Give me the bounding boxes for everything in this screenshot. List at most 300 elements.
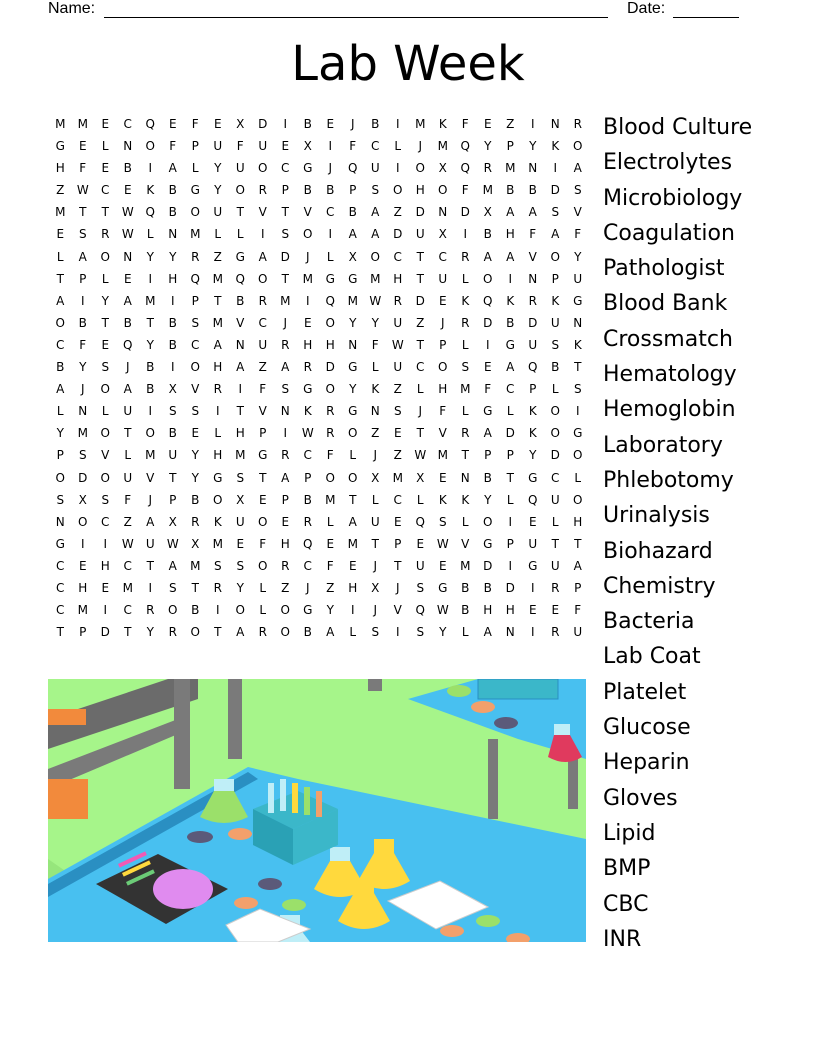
grid-letter[interactable]: R [191, 514, 200, 529]
grid-letter[interactable]: Q [528, 360, 538, 375]
grid-letter[interactable]: B [483, 470, 492, 485]
grid-letter[interactable]: K [528, 426, 537, 441]
grid-letter[interactable]: L [259, 580, 267, 595]
grid-letter[interactable]: P [169, 492, 177, 507]
grid-letter[interactable]: L [551, 514, 559, 529]
grid-letter[interactable]: I [508, 271, 513, 286]
grid-letter[interactable]: X [371, 470, 380, 485]
grid-letter[interactable]: U [438, 271, 448, 286]
grid-letter[interactable]: P [506, 448, 514, 463]
grid-letter[interactable]: P [191, 293, 199, 308]
grid-letter[interactable]: Q [235, 271, 245, 286]
grid-letter[interactable]: B [506, 315, 515, 330]
grid-letter[interactable]: T [416, 271, 424, 286]
grid-letter[interactable]: P [349, 183, 357, 198]
grid-letter[interactable]: T [461, 448, 469, 463]
grid-letter[interactable]: U [415, 558, 425, 573]
grid-letter[interactable]: G [483, 536, 493, 551]
grid-letter[interactable]: K [573, 337, 582, 352]
grid-letter[interactable]: B [168, 205, 177, 220]
grid-letter[interactable]: V [146, 470, 155, 485]
grid-letter[interactable]: Q [460, 139, 470, 154]
grid-letter[interactable]: X [438, 227, 447, 242]
grid-letter[interactable]: M [370, 271, 381, 286]
grid-letter[interactable]: M [77, 426, 88, 441]
grid-letter[interactable]: C [393, 249, 402, 264]
grid-letter[interactable]: M [212, 536, 223, 551]
grid-letter[interactable]: Z [393, 205, 402, 220]
grid-letter[interactable]: W [369, 293, 382, 308]
grid-letter[interactable]: H [213, 360, 223, 375]
grid-letter[interactable]: G [258, 448, 268, 463]
grid-letter[interactable]: C [416, 360, 425, 375]
grid-letter[interactable]: Y [349, 382, 357, 397]
grid-letter[interactable]: A [56, 382, 65, 397]
grid-letter[interactable]: E [393, 514, 402, 529]
grid-letter[interactable]: O [348, 470, 358, 485]
grid-letter[interactable]: I [148, 404, 153, 419]
grid-letter[interactable]: P [394, 536, 402, 551]
grid-letter[interactable]: T [506, 470, 514, 485]
grid-letter[interactable]: C [551, 470, 560, 485]
grid-letter[interactable]: X [191, 536, 200, 551]
grid-letter[interactable]: S [281, 382, 290, 397]
grid-letter[interactable]: S [416, 580, 425, 595]
grid-letter[interactable]: S [461, 360, 470, 375]
grid-letter[interactable]: Y [214, 161, 222, 176]
grid-letter[interactable]: Y [79, 360, 87, 375]
grid-letter[interactable]: U [213, 205, 223, 220]
grid-letter[interactable]: B [191, 492, 200, 507]
grid-letter[interactable]: Q [460, 161, 470, 176]
grid-letter[interactable]: I [530, 580, 535, 595]
grid-letter[interactable]: V [101, 448, 110, 463]
grid-letter[interactable]: I [350, 603, 355, 618]
grid-letter[interactable]: G [573, 293, 583, 308]
grid-letter[interactable]: R [281, 337, 290, 352]
grid-letter[interactable]: I [148, 161, 153, 176]
grid-letter[interactable]: A [371, 227, 380, 242]
grid-letter[interactable]: R [326, 426, 335, 441]
grid-letter[interactable]: F [79, 337, 87, 352]
grid-letter[interactable]: Q [145, 117, 155, 131]
grid-letter[interactable]: K [146, 183, 155, 198]
grid-letter[interactable]: X [348, 249, 357, 264]
grid-letter[interactable]: K [551, 293, 560, 308]
grid-letter[interactable]: R [146, 603, 155, 618]
grid-letter[interactable]: K [303, 404, 312, 419]
grid-letter[interactable]: Q [145, 205, 155, 220]
grid-letter[interactable]: L [461, 514, 469, 529]
grid-letter[interactable]: F [461, 183, 469, 198]
grid-letter[interactable]: E [348, 558, 357, 573]
grid-letter[interactable]: O [258, 271, 268, 286]
grid-letter[interactable]: E [326, 536, 335, 551]
grid-letter[interactable]: E [78, 558, 87, 573]
grid-letter[interactable]: M [77, 603, 88, 618]
grid-letter[interactable]: O [573, 492, 583, 507]
grid-letter[interactable]: B [168, 337, 177, 352]
grid-letter[interactable]: T [416, 426, 424, 441]
grid-letter[interactable]: P [529, 382, 537, 397]
grid-letter[interactable]: Y [529, 139, 537, 154]
grid-letter[interactable]: R [281, 448, 290, 463]
grid-letter[interactable]: Y [146, 625, 154, 640]
grid-letter[interactable]: G [303, 382, 313, 397]
grid-letter[interactable]: R [101, 227, 110, 242]
grid-letter[interactable]: I [508, 558, 513, 573]
grid-letter[interactable]: A [348, 514, 357, 529]
grid-letter[interactable]: H [483, 603, 493, 618]
grid-letter[interactable]: E [101, 337, 110, 352]
grid-letter[interactable]: E [438, 470, 447, 485]
grid-letter[interactable]: G [235, 249, 245, 264]
grid-letter[interactable]: B [303, 117, 312, 131]
grid-letter[interactable]: T [371, 536, 379, 551]
grid-letter[interactable]: M [122, 580, 133, 595]
grid-letter[interactable]: L [506, 492, 514, 507]
grid-letter[interactable]: O [573, 139, 583, 154]
grid-letter[interactable]: E [78, 139, 87, 154]
grid-letter[interactable]: O [438, 360, 448, 375]
grid-letter[interactable]: J [305, 580, 310, 595]
grid-letter[interactable]: T [281, 205, 289, 220]
grid-letter[interactable]: G [573, 426, 583, 441]
grid-letter[interactable]: R [483, 161, 492, 176]
grid-letter[interactable]: O [325, 382, 335, 397]
grid-letter[interactable]: N [168, 227, 178, 242]
grid-letter[interactable]: R [573, 117, 582, 131]
grid-letter[interactable]: J [350, 117, 355, 131]
grid-letter[interactable]: N [528, 161, 538, 176]
grid-letter[interactable]: K [213, 514, 222, 529]
grid-letter[interactable]: E [483, 117, 492, 131]
grid-letter[interactable]: W [76, 183, 89, 198]
grid-letter[interactable]: Y [484, 139, 492, 154]
grid-letter[interactable]: K [461, 293, 470, 308]
grid-letter[interactable]: A [213, 337, 222, 352]
grid-letter[interactable]: I [575, 404, 580, 419]
grid-letter[interactable]: O [258, 558, 268, 573]
grid-letter[interactable]: T [416, 249, 424, 264]
grid-letter[interactable]: R [213, 580, 222, 595]
grid-letter[interactable]: R [258, 183, 267, 198]
grid-letter[interactable]: C [56, 558, 65, 573]
grid-letter[interactable]: A [348, 227, 357, 242]
grid-letter[interactable]: S [236, 470, 245, 485]
grid-letter[interactable]: X [168, 514, 177, 529]
grid-letter[interactable]: U [550, 558, 560, 573]
grid-letter[interactable]: O [550, 426, 560, 441]
grid-letter[interactable]: U [573, 271, 583, 286]
grid-letter[interactable]: U [123, 470, 133, 485]
grid-letter[interactable]: E [123, 183, 132, 198]
grid-letter[interactable]: D [393, 227, 403, 242]
grid-letter[interactable]: J [395, 580, 400, 595]
grid-letter[interactable]: L [259, 603, 267, 618]
grid-letter[interactable]: O [168, 603, 178, 618]
grid-letter[interactable]: X [483, 205, 492, 220]
grid-letter[interactable]: R [461, 315, 470, 330]
grid-letter[interactable]: A [123, 293, 132, 308]
grid-letter[interactable]: N [370, 404, 380, 419]
grid-letter[interactable]: O [235, 183, 245, 198]
grid-letter[interactable]: M [482, 183, 493, 198]
grid-letter[interactable]: C [123, 603, 132, 618]
grid-letter[interactable]: T [146, 558, 154, 573]
grid-letter[interactable]: P [191, 139, 199, 154]
grid-letter[interactable]: H [303, 337, 313, 352]
grid-letter[interactable]: R [551, 580, 560, 595]
grid-letter[interactable]: I [395, 625, 400, 640]
grid-letter[interactable]: Z [416, 315, 425, 330]
grid-letter[interactable]: S [573, 183, 582, 198]
grid-letter[interactable]: F [326, 448, 334, 463]
grid-letter[interactable]: N [528, 271, 538, 286]
grid-letter[interactable]: N [280, 404, 290, 419]
grid-letter[interactable]: F [191, 117, 199, 131]
grid-letter[interactable]: P [281, 183, 289, 198]
grid-letter[interactable]: B [483, 580, 492, 595]
grid-letter[interactable]: A [506, 205, 515, 220]
grid-letter[interactable]: M [437, 139, 448, 154]
grid-letter[interactable]: C [393, 492, 402, 507]
grid-letter[interactable]: L [214, 227, 222, 242]
grid-letter[interactable]: H [438, 382, 448, 397]
grid-letter[interactable]: U [258, 139, 268, 154]
grid-letter[interactable]: W [436, 536, 449, 551]
grid-letter[interactable]: I [463, 227, 468, 242]
grid-letter[interactable]: H [280, 536, 290, 551]
grid-letter[interactable]: S [191, 315, 200, 330]
grid-letter[interactable]: K [461, 492, 470, 507]
grid-letter[interactable]: B [303, 183, 312, 198]
grid-letter[interactable]: Y [146, 337, 154, 352]
grid-letter[interactable]: A [258, 249, 267, 264]
grid-letter[interactable]: N [505, 625, 515, 640]
grid-letter[interactable]: G [303, 161, 313, 176]
grid-letter[interactable]: R [258, 293, 267, 308]
grid-letter[interactable]: Q [483, 293, 493, 308]
grid-letter[interactable]: A [78, 249, 87, 264]
grid-letter[interactable]: J [305, 249, 310, 264]
grid-letter[interactable]: Z [371, 426, 380, 441]
grid-letter[interactable]: Z [506, 117, 515, 131]
grid-letter[interactable]: G [483, 404, 493, 419]
grid-letter[interactable]: T [124, 625, 132, 640]
grid-letter[interactable]: X [236, 492, 245, 507]
grid-letter[interactable]: F [574, 227, 582, 242]
grid-letter[interactable]: K [438, 117, 447, 131]
grid-letter[interactable]: F [259, 536, 267, 551]
grid-letter[interactable]: D [460, 205, 470, 220]
grid-letter[interactable]: G [348, 360, 358, 375]
grid-letter[interactable]: Y [56, 426, 64, 441]
grid-letter[interactable]: F [169, 139, 177, 154]
grid-letter[interactable]: T [236, 404, 244, 419]
grid-letter[interactable]: L [506, 404, 514, 419]
grid-letter[interactable]: U [528, 337, 538, 352]
grid-letter[interactable]: O [348, 426, 358, 441]
grid-letter[interactable]: H [168, 271, 178, 286]
grid-letter[interactable]: M [55, 205, 66, 220]
grid-letter[interactable]: L [551, 382, 559, 397]
grid-letter[interactable]: F [529, 227, 537, 242]
grid-letter[interactable]: N [78, 404, 88, 419]
grid-letter[interactable]: G [438, 580, 448, 595]
grid-letter[interactable]: E [551, 603, 560, 618]
grid-letter[interactable]: E [281, 139, 290, 154]
grid-letter[interactable]: I [305, 293, 310, 308]
grid-letter[interactable]: I [395, 161, 400, 176]
grid-letter[interactable]: T [394, 558, 402, 573]
grid-letter[interactable]: I [148, 580, 153, 595]
grid-letter[interactable]: X [236, 117, 245, 131]
grid-letter[interactable]: T [281, 271, 289, 286]
grid-letter[interactable]: Z [281, 580, 290, 595]
grid-letter[interactable]: M [392, 470, 403, 485]
grid-letter[interactable]: Z [258, 360, 267, 375]
grid-letter[interactable]: F [461, 117, 469, 131]
grid-letter[interactable]: K [371, 382, 380, 397]
grid-letter[interactable]: F [326, 558, 334, 573]
grid-letter[interactable]: J [418, 404, 423, 419]
grid-letter[interactable]: X [438, 161, 447, 176]
grid-letter[interactable]: O [190, 360, 200, 375]
grid-letter[interactable]: L [326, 249, 334, 264]
grid-letter[interactable]: Y [349, 315, 357, 330]
grid-letter[interactable]: A [506, 360, 515, 375]
grid-letter[interactable]: M [347, 293, 358, 308]
grid-letter[interactable]: A [573, 558, 582, 573]
grid-letter[interactable]: U [415, 227, 425, 242]
grid-letter[interactable]: Z [213, 249, 222, 264]
grid-letter[interactable]: N [55, 514, 65, 529]
grid-letter[interactable]: D [78, 470, 88, 485]
grid-letter[interactable]: B [303, 625, 312, 640]
grid-letter[interactable]: F [236, 139, 244, 154]
grid-letter[interactable]: S [101, 360, 110, 375]
grid-letter[interactable]: D [325, 360, 335, 375]
grid-letter[interactable]: O [303, 227, 313, 242]
grid-letter[interactable]: L [461, 271, 469, 286]
grid-letter[interactable]: X [168, 382, 177, 397]
grid-letter[interactable]: U [145, 536, 155, 551]
grid-letter[interactable]: H [505, 603, 515, 618]
grid-letter[interactable]: C [56, 580, 65, 595]
grid-letter[interactable]: O [145, 139, 155, 154]
grid-letter[interactable]: V [528, 249, 537, 264]
grid-letter[interactable]: W [121, 205, 134, 220]
grid-letter[interactable]: L [574, 470, 582, 485]
grid-letter[interactable]: O [550, 404, 560, 419]
grid-letter[interactable]: O [235, 603, 245, 618]
grid-letter[interactable]: W [166, 536, 179, 551]
grid-letter[interactable]: R [303, 360, 312, 375]
grid-letter[interactable]: P [506, 139, 514, 154]
grid-letter[interactable]: E [483, 360, 492, 375]
grid-letter[interactable]: G [528, 558, 538, 573]
grid-letter[interactable]: C [56, 337, 65, 352]
grid-letter[interactable]: B [123, 161, 132, 176]
grid-letter[interactable]: B [236, 293, 245, 308]
grid-letter[interactable]: S [101, 492, 110, 507]
grid-letter[interactable]: D [505, 580, 515, 595]
grid-letter[interactable]: U [573, 625, 583, 640]
grid-letter[interactable]: N [460, 470, 470, 485]
grid-letter[interactable]: P [56, 448, 64, 463]
grid-letter[interactable]: V [461, 536, 470, 551]
grid-letter[interactable]: B [528, 183, 537, 198]
grid-letter[interactable]: O [78, 514, 88, 529]
grid-letter[interactable]: A [281, 360, 290, 375]
grid-letter[interactable]: R [528, 293, 537, 308]
grid-letter[interactable]: S [281, 227, 290, 242]
grid-letter[interactable]: H [505, 227, 515, 242]
grid-letter[interactable]: O [415, 161, 425, 176]
grid-letter[interactable]: U [123, 404, 133, 419]
grid-letter[interactable]: C [123, 558, 132, 573]
grid-letter[interactable]: D [415, 205, 425, 220]
grid-letter[interactable]: C [281, 161, 290, 176]
grid-letter[interactable]: T [236, 205, 244, 220]
grid-letter[interactable]: S [56, 492, 65, 507]
grid-letter[interactable]: T [416, 337, 424, 352]
grid-letter[interactable]: H [325, 337, 335, 352]
grid-letter[interactable]: Y [236, 580, 244, 595]
grid-letter[interactable]: E [101, 580, 110, 595]
grid-letter[interactable]: H [213, 448, 223, 463]
grid-letter[interactable]: U [235, 161, 245, 176]
grid-letter[interactable]: I [215, 404, 220, 419]
grid-letter[interactable]: R [461, 426, 470, 441]
grid-letter[interactable]: D [528, 315, 538, 330]
grid-letter[interactable]: N [235, 337, 245, 352]
grid-letter[interactable]: L [101, 139, 109, 154]
grid-letter[interactable]: F [484, 382, 492, 397]
grid-letter[interactable]: D [550, 183, 560, 198]
grid-letter[interactable]: I [395, 117, 400, 131]
grid-letter[interactable]: F [124, 492, 132, 507]
grid-letter[interactable]: Q [528, 492, 538, 507]
grid-letter[interactable]: Y [101, 293, 109, 308]
grid-letter[interactable]: O [190, 625, 200, 640]
grid-letter[interactable]: A [236, 360, 245, 375]
grid-letter[interactable]: F [439, 404, 447, 419]
grid-letter[interactable]: M [415, 117, 426, 131]
grid-letter[interactable]: O [213, 492, 223, 507]
grid-letter[interactable]: L [236, 227, 244, 242]
grid-letter[interactable]: L [146, 227, 154, 242]
grid-letter[interactable]: L [371, 492, 379, 507]
grid-letter[interactable]: T [146, 315, 154, 330]
grid-letter[interactable]: R [281, 558, 290, 573]
grid-letter[interactable]: V [258, 404, 267, 419]
grid-letter[interactable]: V [573, 205, 582, 220]
grid-letter[interactable]: E [258, 492, 267, 507]
grid-letter[interactable]: B [371, 117, 380, 131]
grid-letter[interactable]: M [325, 492, 336, 507]
grid-letter[interactable]: B [461, 603, 470, 618]
grid-letter[interactable]: S [551, 205, 560, 220]
grid-letter[interactable]: L [349, 625, 357, 640]
grid-letter[interactable]: A [483, 426, 492, 441]
grid-letter[interactable]: M [190, 227, 201, 242]
grid-letter[interactable]: M [77, 117, 88, 131]
grid-letter[interactable]: D [483, 558, 493, 573]
grid-letter[interactable]: F [574, 603, 582, 618]
grid-letter[interactable]: E [528, 603, 537, 618]
